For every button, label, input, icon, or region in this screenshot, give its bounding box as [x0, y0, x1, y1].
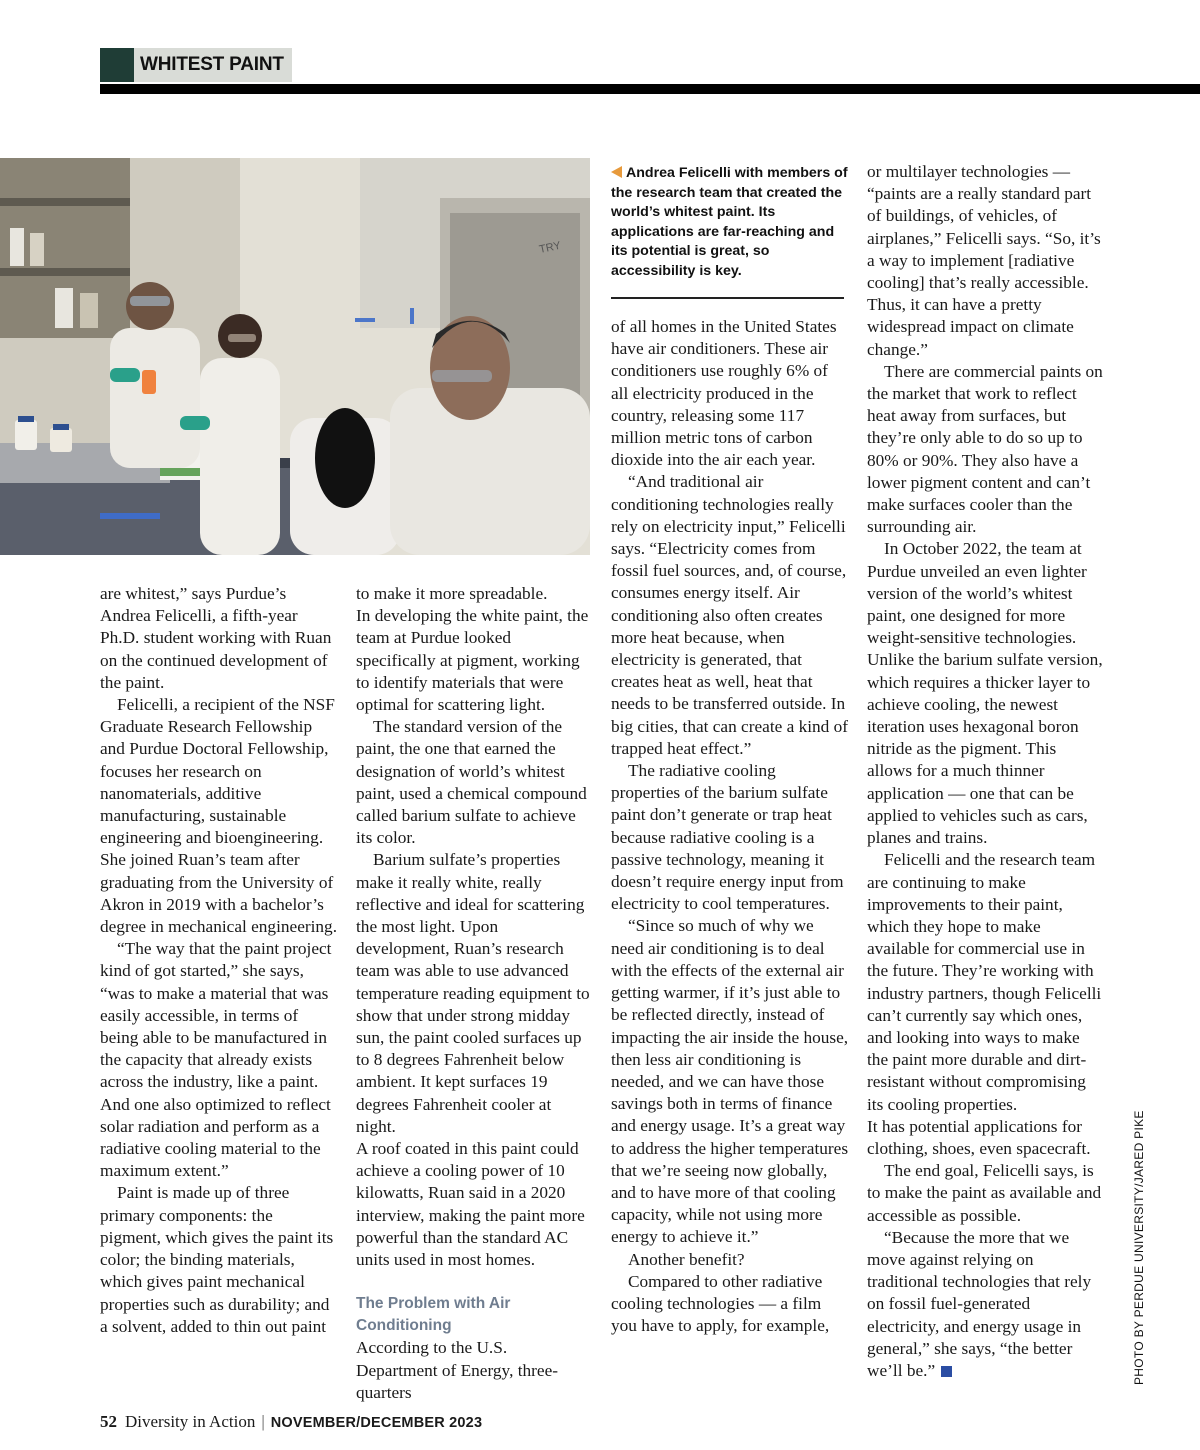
caption-text: Andrea Felicelli with members of the research team that created the world’s whitest paint. Its applications are far-reaching and its potential is great, so accessibility is key.: [611, 165, 848, 279]
caption-rule: [611, 297, 844, 299]
lab-photo: [0, 158, 590, 555]
paragraph: Compared to other radiative cooling technologies — a film you have to apply, for example,: [611, 1271, 830, 1336]
photo-credit: PHOTO BY PERDUE UNIVERSITY/JARED PIKE: [1132, 1110, 1146, 1385]
paragraph: According to the U.S. Department of Energy, three-quarters: [356, 1338, 559, 1402]
paragraph: In October 2022, the team at Purdue unveiled an even lighter version of the world’s whitest paint, one designed for more weight-sensitive technologies. Unlike the barium sulfate version, which requires a thicker layer to achieve cooling, the newest iteration uses hexagonal boron nitride as the pigment. This allows for a much thinner application — one that can be applied to vehicles such as cars, planes and trains.: [867, 539, 1103, 848]
article-column-3: [611, 316, 849, 1337]
page-number: 52: [100, 1412, 117, 1431]
article-column-2: [356, 583, 592, 1404]
paragraph: The radiative cooling properties of the barium sulfate paint don’t generate or trap heat because radiative cooling is a passive technology, meaning it doesn’t require energy input from electricity to cool temperatures.: [611, 761, 844, 914]
paragraph: A roof coated in this paint could achieve a cooling power of 10 kilowatts, Ruan said in a 2020 interview, making the paint more powerful than the standard AC units used in most homes.: [356, 1139, 585, 1270]
paragraph: “Since so much of why we need air conditioning is to deal with the effects of the external air getting warmer, if it’s just able to be reflected directly, instead of impacting the air inside the house, then less air conditioning is needed, and we can have those savings both in terms of finance and energy usage. It’s a great way to address the higher temperatures that we’re seeing now globally, and to have more of that cooling capacity, while not using more energy to achieve it.”: [611, 916, 849, 1247]
article-column-4: [867, 161, 1103, 1382]
page-footer: [100, 1412, 482, 1432]
section-tag-block: [100, 48, 134, 82]
photo-sign-text: TRY: [538, 239, 562, 256]
publication-name: Diversity in Action: [125, 1412, 256, 1431]
paragraph: There are commercial paints on the market that work to reflect heat away from surfaces, but they’re only able to do so up to 80% or 90%. They also have a lower pigment content and can’t make surfaces cooler than the surrounding air.: [867, 361, 1103, 537]
paragraph: In developing the white paint, the team at Purdue looked specifically at pigment, working to identify materials that were optimal for scattering light.: [356, 606, 589, 715]
section-tag: [100, 48, 292, 82]
paragraph: “And traditional air conditioning technologies really rely on electricity input,” Felicelli says. “Electricity comes from fossil fuel sources, and, of course, consumes energy itself. Air conditioning also often creates more heat because, when electricity is generated, that creates heat as well, heat that needs to be transferred outside. In big cities, that can create a kind of trapped heat effect.”: [611, 472, 849, 758]
final-paragraph-text: “Because the more that we move against relying on traditional technologies that rely on fossil fuel-generated electricity, and energy usage in general,” she says, “the better we’ll be.”: [867, 1227, 1092, 1380]
paragraph: Felicelli, a recipient of the NSF Graduate Research Fellowship and Purdue Doctoral Fellowship, focuses her research on nanomaterials, additive manufacturing, sustainable engineering and bioengineering. She joined Ruan’s team after graduating from the University of Akron in 2019 with a bachelor’s degree in mechanical engineering.: [100, 695, 338, 937]
section-subhead: The Problem with Air Conditioning: [356, 1295, 511, 1335]
end-mark-icon: [941, 1366, 952, 1377]
issue-date: NOVEMBER/DECEMBER 2023: [270, 1415, 483, 1431]
photo-caption: [611, 164, 849, 282]
lab-photo-illustration: [0, 158, 590, 555]
section-label: WHITEST PAINT: [134, 48, 292, 82]
article-column-1: [100, 583, 338, 1338]
paragraph-final: [867, 1227, 1103, 1382]
paragraph: Another benefit?: [628, 1249, 745, 1269]
caption-arrow-icon: [611, 166, 622, 178]
paragraph: Felicelli and the research team are continuing to make improvements to their paint, which they hope to make available for commercial use in the future. They’re working with industry partners, though Felicelli can’t currently say which ones, and looking into ways to make the paint more durable and dirt-resistant without compromising its cooling properties.: [867, 850, 1102, 1114]
paragraph: “The way that the paint project kind of got started,” she says, “was to make a material that was easily accessible, in terms of being able to be manufactured in the capacity that already exists across the industry, like a paint. And one also optimized to reflect solar radiation and perform as a radiative cooling material to the maximum extent.”: [100, 939, 332, 1181]
footer-separator: |: [261, 1412, 265, 1431]
paragraph: Paint is made up of three primary components: the pigment, which gives the paint its color; the binding materials, which gives paint mechanical properties such as durability; and a solvent, added to thin out paint: [100, 1183, 334, 1336]
paragraph: to make it more spreadable.: [356, 584, 548, 603]
paragraph: are whitest,” says Purdue’s Andrea Felicelli, a fifth-year Ph.D. student working with Ruan on the continued development of the paint.: [100, 584, 332, 692]
paragraph: The end goal, Felicelli says, is to make the paint as available and accessible as possible.: [867, 1161, 1102, 1225]
paragraph: The standard version of the paint, the one that earned the designation of world’s whitest paint, used a chemical compound called barium sulfate to achieve its color.: [356, 717, 587, 848]
paragraph: Barium sulfate’s properties make it really white, really reflective and ideal for scattering the most light. Upon development, Ruan’s research team was able to use advanced temperature reading equipment to show that under strong midday sun, the paint cooled surfaces up to 8 degrees Fahrenheit below ambient. It kept surfaces 19 degrees Fahrenheit cooler at night.: [356, 850, 590, 1136]
paragraph: of all homes in the United States have air conditioners. These air conditioners use roughly 6% of all electricity produced in the country, releasing some 117 million metric tons of carbon dioxide into the air each year.: [611, 317, 837, 470]
header-rule: [100, 84, 1200, 94]
paragraph: or multilayer technologies — “paints are a really standard part of buildings, of vehicles, of airplanes,” Felicelli says. “So, it’s a way to implement [radiative cooling] that’s really accessible. Thus, it can have a pretty widespread impact on climate change.”: [867, 162, 1101, 359]
paragraph: It has potential applications for clothing, shoes, even spacecraft.: [867, 1116, 1091, 1158]
